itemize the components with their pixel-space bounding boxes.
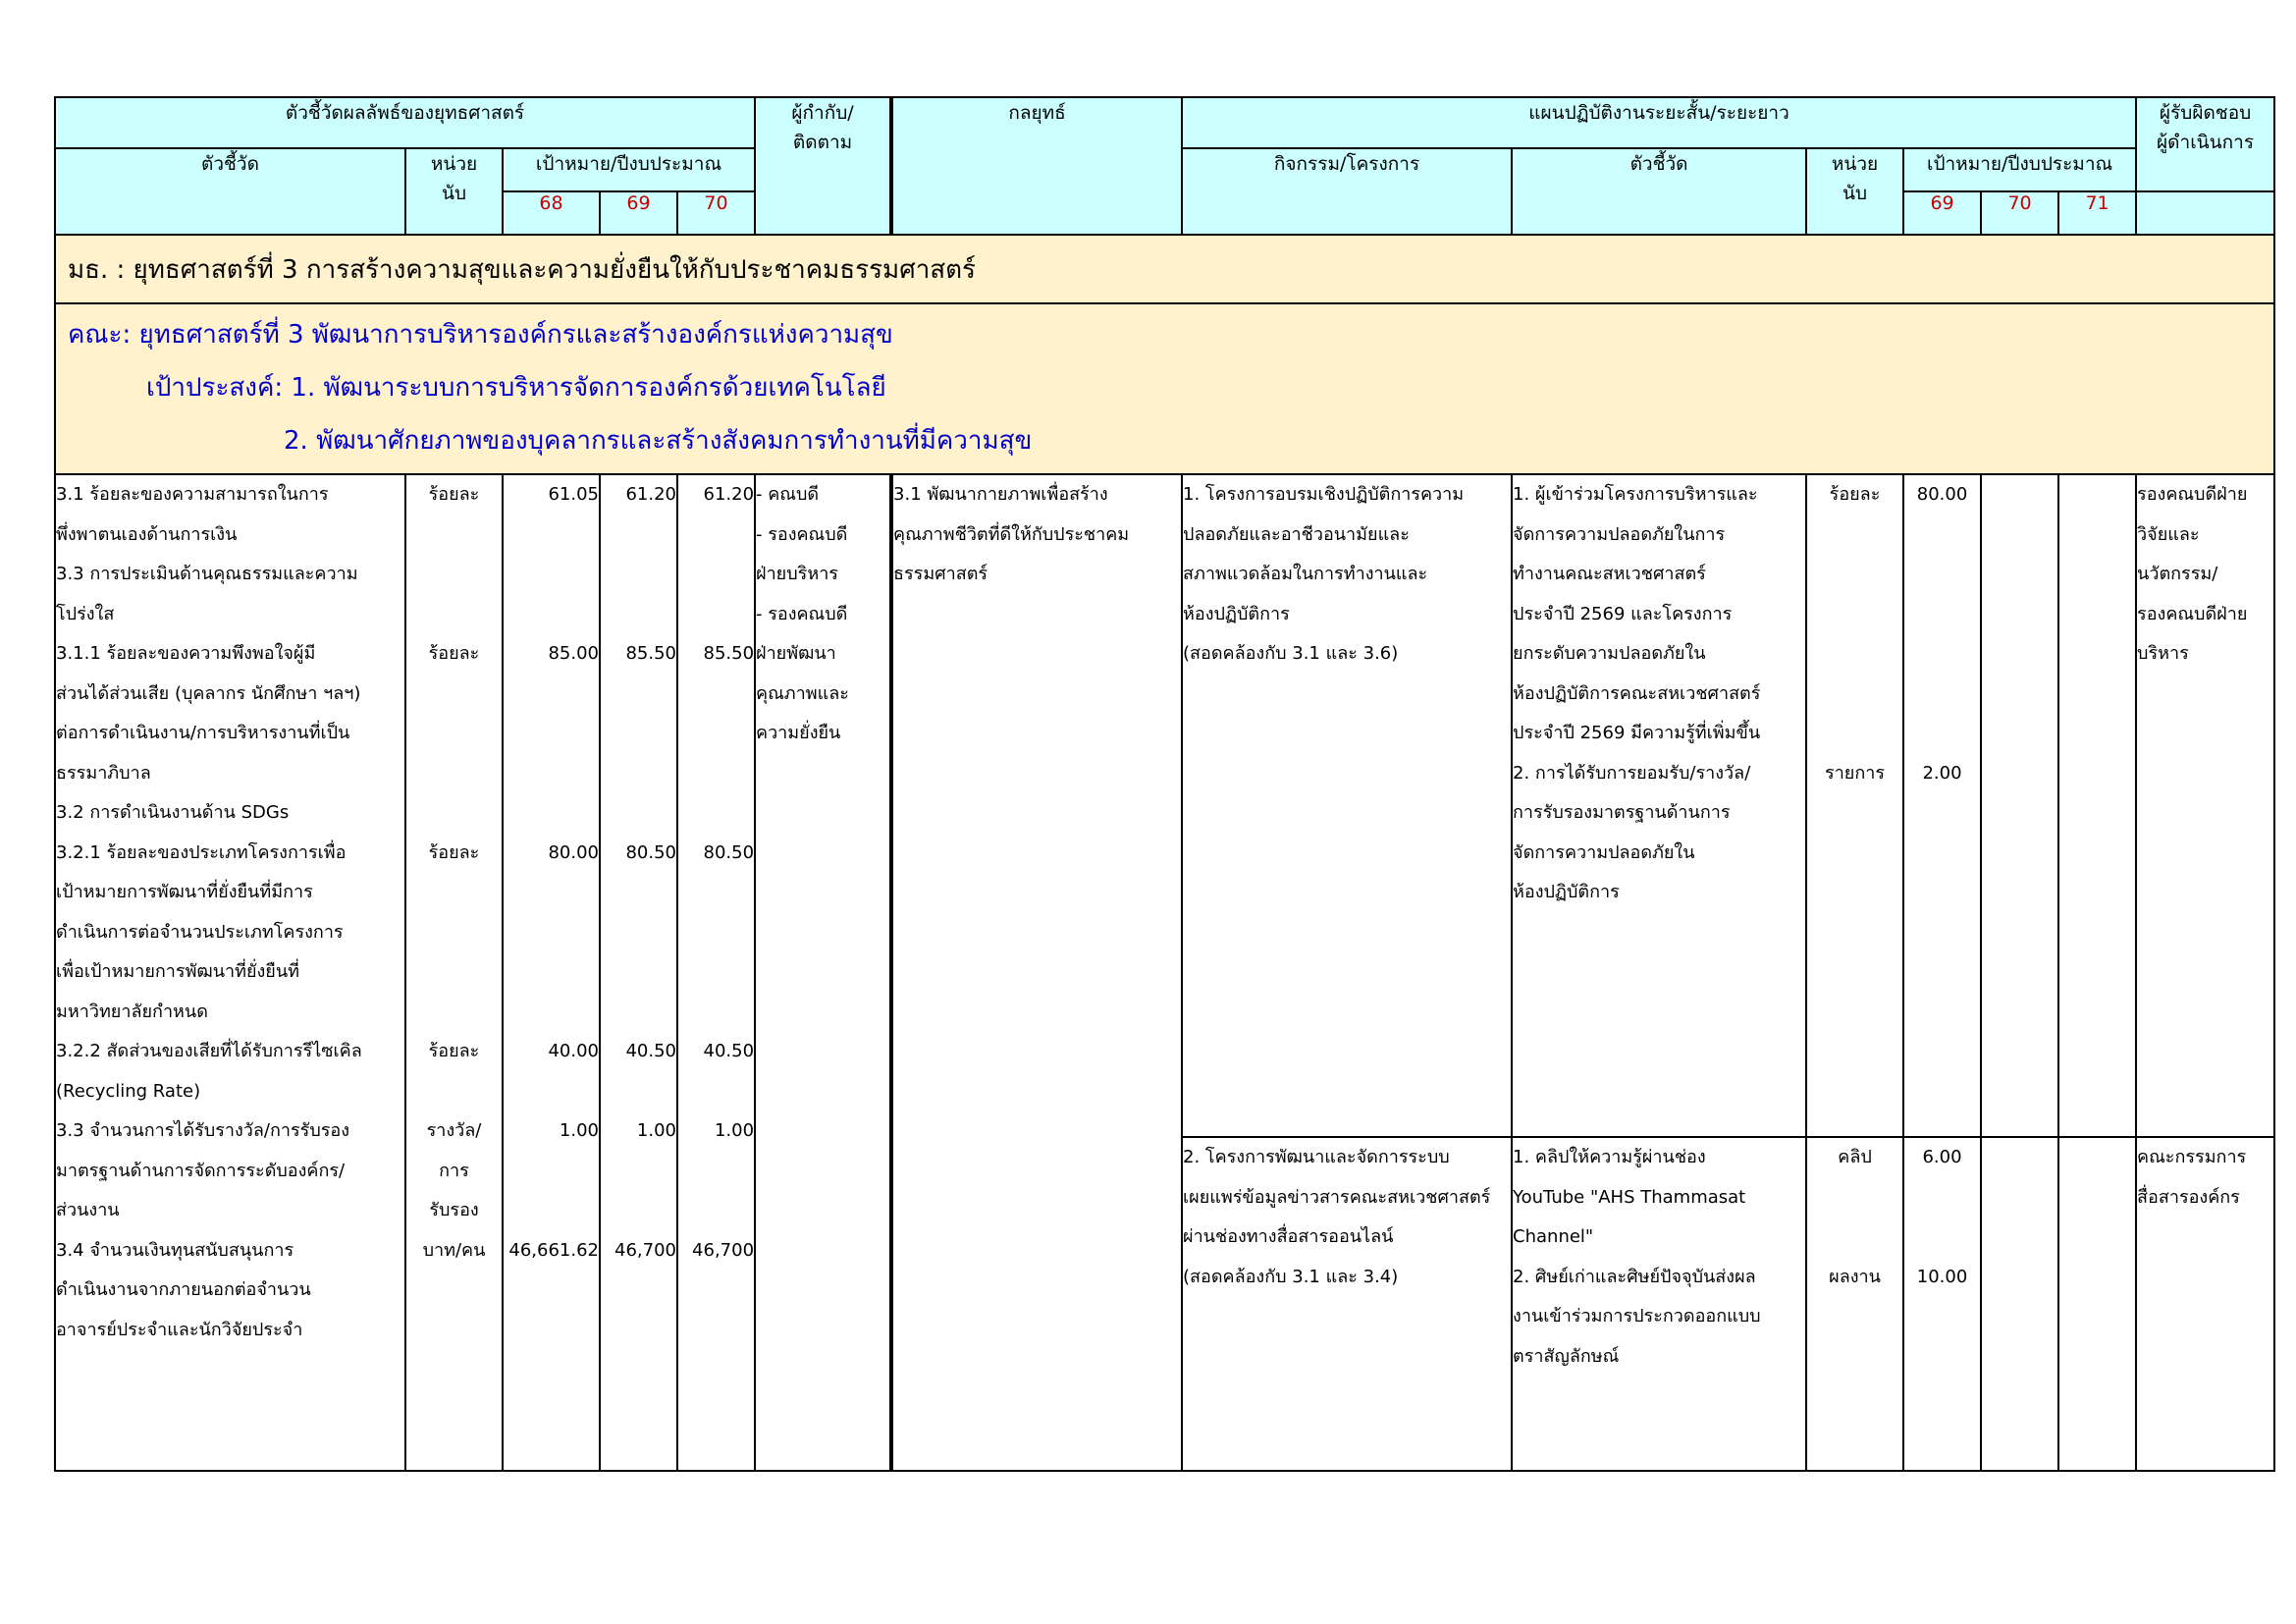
header-plan-unit-line2: นับ [1842,183,1868,204]
indicator-text-line: พึ่งพาตนเองด้านการเงิน [56,523,238,545]
responsible-line: สื่อสารองค์กร [2137,1186,2240,1208]
plan-unit-value [1807,634,1902,675]
target-69-value [601,993,676,1033]
header-plan-indicator: ตัวชี้วัด [1512,148,1806,235]
plan-indicator-line: 1. คลิปให้ความรู้ผ่านช่อง [1513,1147,1706,1168]
plan-target-69-value: 10.00 [1916,1266,1968,1287]
unit-cell [405,474,503,1471]
target-69-value [601,793,676,834]
unit-value: ร้อยละ [428,841,480,863]
activity-cell [1182,474,1512,1137]
responsible-line: รองคณบดีฝ่าย [2137,603,2248,624]
responsible-cell [2136,474,2274,1137]
target-70-value [678,873,754,913]
plan-target-69-cell [1903,474,1981,1137]
faculty-strategy: คณะ: ยุทธศาสตร์ที่ 3 พัฒนาการบริหารองค์กรและสร้างองค์กรแห่งความสุข [68,320,893,350]
target-70-value [678,913,754,953]
unit-value: บาท/คน [422,1239,486,1261]
target-68-value [504,515,599,556]
target-69-value [601,595,676,635]
header-plan-year-71: 71 [2058,191,2136,235]
target-70-value: 46,700 [692,1239,755,1261]
activity-line: (สอดคล้องกับ 3.1 และ 3.4) [1183,1266,1399,1287]
header-year-69: 69 [600,191,677,235]
header-plan-year-70: 70 [1981,191,2058,235]
strategy-line: 3.1 พัฒนากายภาพเพื่อสร้าง [893,484,1108,505]
header-unit-line1: หน่วย [430,153,478,175]
header-supervisor [755,97,891,235]
target-68-cell [503,474,600,1471]
responsible-line: นวัตกรรม/ [2137,564,2218,584]
plan-indicator-line: จัดการความปลอดภัยในการ [1513,523,1726,545]
plan-target-71-cell [2058,474,2136,1137]
indicator-text-line: 3.3 การประเมินด้านคุณธรรมและความ [56,564,358,584]
plan-target-69-value [1904,595,1980,635]
indicator-text-line: ดำเนินการต่อจำนวนประเภทโครงการ [56,921,344,943]
header-plan-year-69: 69 [1903,191,1981,235]
indicator-text-line: 3.2 การดำเนินงานด้าน SDGs [56,802,290,823]
target-70-value [678,793,754,834]
target-68-value: 80.00 [548,841,599,863]
plan-indicator-line: จัดการความปลอดภัยใน [1513,841,1695,863]
indicator-text-line: 3.1 ร้อยละของความสามารถในการ [56,484,329,505]
unit-value [406,952,502,993]
plan-unit-value: ผลงาน [1829,1266,1881,1287]
activity-line: 2. โครงการพัฒนาและจัดการระบบ [1183,1147,1450,1168]
supervisor-line: ฝ่ายบริหาร [756,564,838,584]
plan-unit-cell [1806,474,1903,1137]
target-70-value [678,595,754,635]
supervisor-cell [755,474,891,1471]
strategy-table [54,96,2275,1472]
unit-value [406,595,502,635]
unit-value [406,1271,502,1311]
plan-unit-value [1807,555,1902,595]
header-plan-unit [1806,148,1903,235]
target-70-value [678,1152,754,1192]
target-69-value [601,873,676,913]
activity-cell [1182,1137,1512,1470]
target-70-value [678,675,754,715]
target-70-cell [677,474,755,1471]
target-70-value: 61.20 [703,484,755,505]
header-unit [405,148,503,235]
indicator-text-line: 3.2.2 สัดส่วนของเสียที่ได้รับการรีไซเคิล [56,1041,362,1061]
indicator-text-line: (Recycling Rate) [56,1080,201,1102]
plan-unit-cell [1806,1137,1903,1470]
plan-unit-value [1807,834,1902,874]
header-supervisor-line1: ผู้กำกับ/ [791,102,854,124]
plan-unit-value [1807,675,1902,715]
target-69-value: 61.20 [625,484,676,505]
target-69-value [601,675,676,715]
plan-unit-value [1807,714,1902,754]
target-69-value [601,555,676,595]
header-plan-unit-line1: หน่วย [1831,153,1879,175]
plan-indicator-line: การรับรองมาตรฐานด้านการ [1513,802,1731,823]
supervisor-line: คุณภาพและ [756,682,849,704]
target-68-value [504,873,599,913]
faculty-strategy-banner [55,303,2274,474]
unit-value: รับรอง [429,1200,479,1220]
header-strategy: กลยุทธ์ [891,97,1182,235]
plan-target-69-value [1904,873,1980,913]
target-69-value [601,913,676,953]
plan-indicator-cell [1512,474,1806,1137]
plan-unit-value: ร้อยละ [1829,484,1881,505]
indicator-cell [55,474,405,1471]
target-68-value [504,793,599,834]
unit-value [406,873,502,913]
unit-value [406,1311,502,1351]
target-70-value [678,555,754,595]
plan-unit-value [1807,1218,1902,1258]
unit-value [406,675,502,715]
target-68-value [504,952,599,993]
unit-value [406,555,502,595]
plan-target-69-value [1904,1337,1980,1378]
indicator-text-line: 3.2.1 ร้อยละของประเภทโครงการเพื่อ [56,841,347,863]
target-70-value: 80.50 [703,841,755,863]
indicator-text-line: ต่อการดำเนินงาน/การบริหารงานที่เป็น [56,723,350,743]
target-69-value [601,515,676,556]
indicator-text-line: ธรรมาภิบาล [56,762,151,784]
target-70-value: 85.50 [703,643,755,664]
strategy-line: ธรรมศาสตร์ [893,564,988,584]
header-responsible-blank [2136,191,2274,235]
plan-unit-value [1807,595,1902,635]
unit-value: ร้อยละ [428,1041,480,1061]
plan-indicator-cell [1512,1137,1806,1470]
plan-unit-value [1807,793,1902,834]
target-69-value: 46,700 [614,1239,676,1261]
target-70-value [678,1271,754,1311]
supervisor-line: ฝ่ายพัฒนา [756,643,836,664]
header-year-70: 70 [677,191,755,235]
responsible-line: บริหาร [2137,643,2189,664]
header-plan-target-budget: เป้าหมาย/ปีงบประมาณ [1903,148,2136,191]
target-70-value [678,754,754,794]
target-70-value [678,714,754,754]
plan-indicator-line: Channel" [1513,1226,1594,1248]
target-68-value [504,1072,599,1112]
header-indicator: ตัวชี้วัด [55,148,405,235]
indicator-text-line: เพื่อเป้าหมายการพัฒนาที่ยั่งยืนที่ [56,961,300,982]
target-70-value [678,515,754,556]
plan-target-69-value: 6.00 [1922,1147,1962,1168]
header-unit-line2: นับ [441,183,467,204]
target-69-value [601,1271,676,1311]
target-69-value [601,1072,676,1112]
plan-unit-value [1807,1337,1902,1378]
indicator-text-line: ดำเนินงานจากภายนอกต่อจำนวน [56,1279,311,1300]
activity-line: 1. โครงการอบรมเชิงปฏิบัติการความ [1183,484,1465,505]
target-69-value: 40.50 [625,1041,676,1061]
unit-value: รางวัล/ [426,1120,482,1141]
responsible-line: วิจัยและ [2137,523,2200,545]
plan-indicator-line: ยกระดับความปลอดภัยใน [1513,643,1706,664]
target-68-value [504,993,599,1033]
plan-indicator-line: 1. ผู้เข้าร่วมโครงการบริหารและ [1513,484,1758,505]
unit-value [406,993,502,1033]
indicator-text-line: ส่วนได้ส่วนเสีย (บุคลากร นักศึกษา ฯลฯ) [56,682,361,704]
activity-line: สภาพแวดล้อมในการทำงานและ [1183,564,1428,584]
supervisor-line: ความยั่งยืน [756,723,841,743]
indicator-text-line: 3.1.1 ร้อยละของความพึงพอใจผู้มี [56,643,316,664]
plan-indicator-line: YouTube "AHS Thammasat [1513,1186,1746,1208]
header-responsible-line2: ผู้ดำเนินการ [2157,132,2255,153]
header-strategy-outcome-indicators: ตัวชี้วัดผลลัพธ์ของยุทธศาสตร์ [55,97,755,148]
plan-target-69-value [1904,1297,1980,1337]
plan-target-70-cell [1981,1137,2058,1470]
strategy-line: คุณภาพชีวิตที่ดีให้กับประชาคม [893,523,1130,545]
target-68-value: 85.00 [548,643,599,664]
objective-1: เป้าประสงค์: 1. พัฒนาระบบการบริหารจัดการองค์กรด้วยเทคโนโลยี [146,373,886,403]
indicator-text-line: 3.4 จำนวนเงินทุนสนับสนุนการ [56,1239,294,1261]
target-68-value [504,754,599,794]
target-69-value: 80.50 [625,841,676,863]
plan-target-71-cell [2058,1137,2136,1470]
target-68-value [504,1152,599,1192]
plan-indicator-line: ตราสัญลักษณ์ [1513,1345,1620,1367]
unit-value [406,515,502,556]
plan-target-69-cell [1903,1137,1981,1470]
plan-unit-value: รายการ [1825,762,1886,784]
plan-target-69-value [1904,555,1980,595]
target-68-value: 40.00 [548,1041,599,1061]
plan-indicator-line: 2. ศิษย์เก่าและศิษย์ปัจจุบันส่งผล [1513,1266,1756,1287]
unit-value [406,793,502,834]
supervisor-line: - คณบดี [756,484,820,505]
activity-line: ผ่านช่องทางสื่อสารออนไลน์ [1183,1226,1394,1248]
plan-indicator-line: ประจำปี 2569 และโครงการ [1513,603,1733,624]
plan-indicator-line: งานเข้าร่วมการประกวดออกแบบ [1513,1306,1761,1327]
plan-target-69-value [1904,834,1980,874]
unit-value [406,754,502,794]
target-68-value [504,595,599,635]
header-activity: กิจกรรม/โครงการ [1182,148,1512,235]
plan-row-1 [55,474,2274,1137]
target-68-value [504,714,599,754]
plan-target-69-value [1904,515,1980,556]
plan-indicator-line: ประจำปี 2569 มีความรู้ที่เพิ่มขึ้น [1513,723,1761,743]
target-70-value [678,1311,754,1351]
plan-unit-value [1807,873,1902,913]
target-68-value: 61.05 [548,484,599,505]
indicator-text-line: โปร่งใส [56,603,115,624]
unit-value: ร้อยละ [428,643,480,664]
plan-indicator-line: ห้องปฏิบัติการ [1513,882,1620,902]
target-70-value [678,1072,754,1112]
activity-line: ปลอดภัยและอาชีวอนามัยและ [1183,523,1410,545]
plan-unit-value [1807,1297,1902,1337]
target-70-value [678,1191,754,1231]
plan-unit-value [1807,515,1902,556]
plan-indicator-line: ทำงานคณะสหเวชศาสตร์ [1513,564,1706,584]
header-target-budget: เป้าหมาย/ปีงบประมาณ [503,148,755,191]
target-70-value: 40.50 [703,1041,755,1061]
responsible-line: คณะกรรมการ [2137,1147,2247,1168]
strategy-cell [891,474,1182,1471]
target-70-value: 1.00 [714,1120,755,1141]
target-69-cell [600,474,677,1471]
header-responsible-line1: ผู้รับผิดชอบ [2159,102,2252,124]
target-68-value [504,1311,599,1351]
target-69-value [601,952,676,993]
plan-target-69-value [1904,634,1980,675]
header-action-plan: แผนปฏิบัติงานระยะสั้น/ระยะยาว [1182,97,2136,148]
strategy-plan-document [54,96,2273,1472]
target-69-value [601,1152,676,1192]
unit-value: การ [439,1160,469,1181]
target-68-value [504,675,599,715]
plan-target-69-value [1904,793,1980,834]
target-68-value [504,555,599,595]
target-68-value: 46,661.62 [508,1239,599,1261]
unit-value [406,913,502,953]
responsible-cell [2136,1137,2274,1470]
plan-target-69-value [1904,675,1980,715]
plan-target-69-value [1904,1218,1980,1258]
indicator-text-line: เป้าหมายการพัฒนาที่ยั่งยืนที่มีการ [56,882,313,902]
plan-target-70-cell [1981,474,2058,1137]
target-68-value [504,1271,599,1311]
target-69-value: 85.50 [625,643,676,664]
supervisor-line: - รองคณบดี [756,523,848,545]
unit-value [406,1072,502,1112]
header-responsible [2136,97,2274,191]
target-69-value [601,1311,676,1351]
target-68-value [504,913,599,953]
indicator-text-line: 3.3 จำนวนการได้รับรางวัล/การรับรอง [56,1120,350,1141]
indicator-text-line: อาจารย์ประจำและนักวิจัยประจำ [56,1319,303,1340]
plan-target-69-value [1904,1178,1980,1218]
target-70-value [678,952,754,993]
unit-value [406,714,502,754]
activity-line: ห้องปฏิบัติการ [1183,603,1290,624]
indicator-text-line: ส่วนงาน [56,1200,120,1220]
plan-target-69-value: 80.00 [1916,484,1968,505]
header-supervisor-line2: ติดตาม [792,132,853,153]
plan-indicator-line: ห้องปฏิบัติการคณะสหเวชศาสตร์ [1513,682,1761,704]
plan-unit-value: คลิป [1838,1147,1872,1168]
plan-target-69-value: 2.00 [1922,762,1962,784]
plan-indicator-line: 2. การได้รับการยอมรับ/รางวัล/ [1513,762,1751,784]
header-year-68: 68 [503,191,600,235]
plan-target-69-value [1904,714,1980,754]
target-69-value [601,1191,676,1231]
university-strategy-banner: มธ. : ยุทธศาสตร์ที่ 3 การสร้างความสุขและความยั่งยืนให้กับประชาคมธรรมศาสตร์ [55,235,2274,303]
activity-line: เผยแพร่ข้อมูลข่าวสารคณะสหเวชศาสตร์ [1183,1186,1491,1208]
target-69-value: 1.00 [636,1120,676,1141]
target-69-value [601,754,676,794]
responsible-line: รองคณบดีฝ่าย [2137,484,2248,505]
indicator-text-line: มาตรฐานด้านการจัดการระดับองค์กร/ [56,1160,346,1181]
activity-line: (สอดคล้องกับ 3.1 และ 3.6) [1183,643,1399,664]
plan-unit-value [1807,1178,1902,1218]
supervisor-line: - รองคณบดี [756,603,848,624]
unit-value: ร้อยละ [428,484,480,505]
target-69-value [601,714,676,754]
target-70-value [678,993,754,1033]
objective-2: 2. พัฒนาศักยภาพของบุคลากรและสร้างสังคมการทำงานที่มีความสุข [284,426,1033,456]
indicator-text-line: มหาวิทยาลัยกำหนด [56,1001,208,1022]
target-68-value [504,1191,599,1231]
target-68-value: 1.00 [559,1120,599,1141]
